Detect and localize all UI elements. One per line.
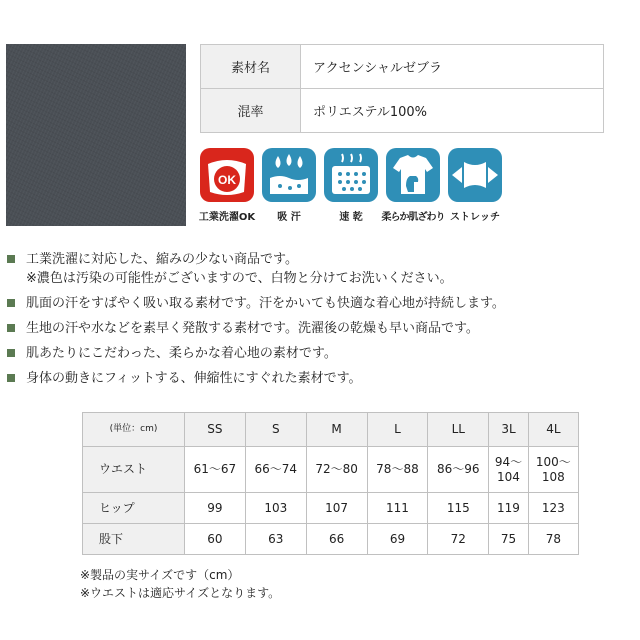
absorb-sweat-icon xyxy=(262,148,316,202)
feature-label-wash: 工業洗濯OK xyxy=(198,212,256,223)
table-cell: 63 xyxy=(245,524,306,555)
size-header: M xyxy=(306,413,367,447)
bullet-square-icon xyxy=(7,324,15,332)
table-cell: 72〜80 xyxy=(306,447,367,493)
size-header: 3L xyxy=(489,413,529,447)
table-cell: 69 xyxy=(367,524,428,555)
table-cell: 78〜88 xyxy=(367,447,428,493)
bullet-text: 身体の動きにフィットする、伸縮性にすぐれた素材です。 xyxy=(26,371,362,386)
bullet-text: 肌面の汗をすばやく吸い取る素材です。汗をかいても快適な着心地が持続します。 xyxy=(26,296,505,311)
row-label-waist: ウエスト xyxy=(83,447,185,493)
quick-dry-icon xyxy=(324,148,378,202)
table-cell: 78 xyxy=(528,524,578,555)
table-cell: 115 xyxy=(428,493,489,524)
ok-badge-text: OK xyxy=(218,173,236,187)
table-cell: 123 xyxy=(528,493,578,524)
table-cell: 86〜96 xyxy=(428,447,489,493)
bullet-square-icon xyxy=(7,255,15,263)
feature-description-list xyxy=(6,250,636,394)
note-line: ※製品の実サイズです（cm） xyxy=(80,568,240,582)
table-cell: 66 xyxy=(306,524,367,555)
bullet-square-icon xyxy=(7,349,15,357)
fabric-swatch-image xyxy=(6,44,186,226)
size-header: S xyxy=(245,413,306,447)
list-item xyxy=(6,319,636,338)
list-item xyxy=(6,294,636,313)
unit-label: (単位：cm) xyxy=(83,413,185,447)
material-row-name xyxy=(201,45,604,89)
cell-line: 94〜 xyxy=(494,454,523,469)
blend-ratio-value: ポリエステル100% xyxy=(301,89,604,133)
table-cell: 75 xyxy=(489,524,529,555)
bullet-text: 工業洗濯に対応した、縮みの少ない商品です。 xyxy=(26,252,298,267)
size-chart-table xyxy=(82,412,579,555)
stretch-icon xyxy=(448,148,502,202)
size-header: SS xyxy=(185,413,246,447)
table-cell: 61〜67 xyxy=(185,447,246,493)
feature-label-dry: 速 乾 xyxy=(339,212,363,223)
bullet-text: 肌あたりにこだわった、柔らかな着心地の素材です。 xyxy=(26,346,337,361)
table-cell: 103 xyxy=(245,493,306,524)
cell-line: 108 xyxy=(541,469,565,484)
bullet-square-icon xyxy=(7,374,15,382)
size-header: L xyxy=(367,413,428,447)
table-cell: 99 xyxy=(185,493,246,524)
table-cell: 66〜74 xyxy=(245,447,306,493)
feature-icons xyxy=(200,148,510,228)
material-spec-table xyxy=(200,44,604,133)
industrial-wash-ok-icon xyxy=(200,148,254,202)
size-header: 4L xyxy=(528,413,578,447)
table-cell: 111 xyxy=(367,493,428,524)
size-notes xyxy=(80,566,280,602)
material-row-blend xyxy=(201,89,604,133)
list-item xyxy=(6,250,636,288)
row-label-inseam: 股下 xyxy=(83,524,185,555)
soft-touch-icon xyxy=(386,148,440,202)
material-name-value: アクセンシャルゼブラ xyxy=(301,45,604,89)
list-item xyxy=(6,369,636,388)
table-cell: 72 xyxy=(428,524,489,555)
size-header-row xyxy=(83,413,579,447)
table-cell: 119 xyxy=(489,493,529,524)
size-header: LL xyxy=(428,413,489,447)
table-row xyxy=(83,447,579,493)
note-line: ※ウエストは適応サイズとなります。 xyxy=(80,586,281,600)
bullet-note: ※濃色は汚染の可能性がございますので、白物と分けてお洗いください。 xyxy=(26,271,453,286)
feature-label-soft: 柔らか肌ざわり xyxy=(381,212,445,223)
table-cell: 107 xyxy=(306,493,367,524)
table-cell: 60 xyxy=(185,524,246,555)
cell-line: 100〜 xyxy=(535,454,571,469)
material-name-label: 素材名 xyxy=(201,45,301,89)
bullet-text: 生地の汗や水などを素早く発散する素材です。洗濯後の乾燥も早い商品です。 xyxy=(26,321,479,336)
cell-line: 104 xyxy=(497,469,520,484)
table-row xyxy=(83,524,579,555)
list-item xyxy=(6,344,636,363)
feature-label-absorb: 吸 汗 xyxy=(277,212,301,223)
table-cell xyxy=(489,447,529,493)
row-label-hip: ヒップ xyxy=(83,493,185,524)
feature-label-stretch: ストレッチ xyxy=(450,212,500,223)
blend-ratio-label: 混率 xyxy=(201,89,301,133)
table-row xyxy=(83,493,579,524)
table-cell xyxy=(528,447,578,493)
bullet-square-icon xyxy=(7,299,15,307)
